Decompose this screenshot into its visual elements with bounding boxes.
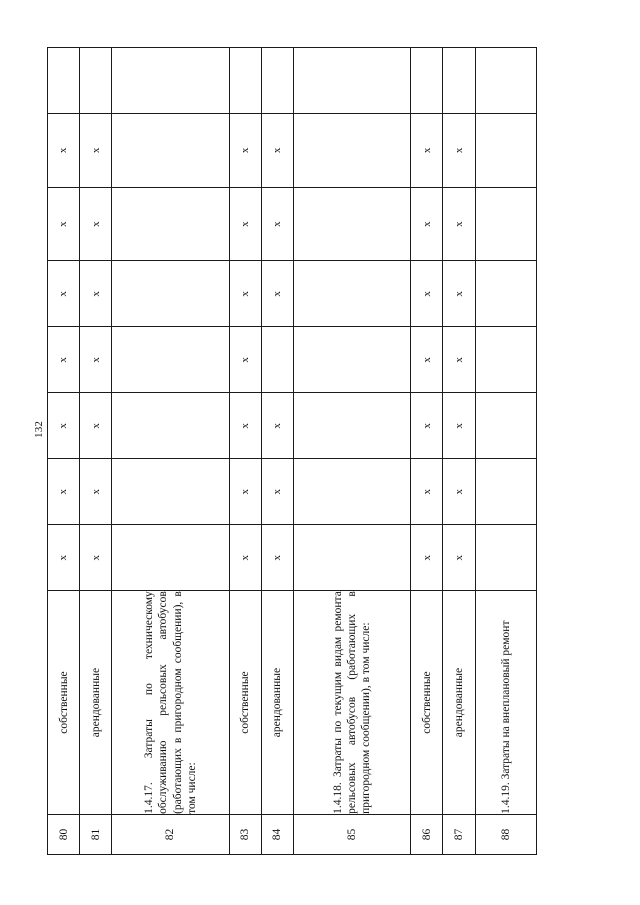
mark-glyph: х bbox=[271, 554, 284, 561]
cell-empty bbox=[48, 48, 80, 114]
mark-glyph: х bbox=[271, 221, 284, 227]
mark-glyph: х bbox=[452, 221, 465, 227]
mark-glyph: х bbox=[271, 489, 284, 495]
cell-mark bbox=[229, 261, 261, 327]
mark-glyph: х bbox=[452, 357, 465, 363]
mark-glyph: х bbox=[57, 147, 70, 154]
mark-glyph: х bbox=[239, 489, 252, 495]
cell-empty bbox=[294, 114, 411, 188]
cell-mark bbox=[80, 261, 112, 327]
cell-empty bbox=[112, 327, 229, 393]
row-description: 1.4.17. Затраты по техническому обслуживанию рельсовых автобусов (работающих в пригородном сообщении), в том числе: bbox=[112, 591, 229, 815]
mark-glyph: х bbox=[452, 423, 465, 429]
row-number: 84 bbox=[261, 814, 293, 854]
row-number: 80 bbox=[48, 814, 80, 854]
cell-mark bbox=[411, 525, 443, 591]
cell-mark bbox=[48, 393, 80, 459]
cell-mark bbox=[443, 327, 475, 393]
mark-glyph: х bbox=[452, 489, 465, 495]
mark-glyph: х bbox=[420, 147, 433, 154]
table-row bbox=[294, 48, 411, 855]
row-number: 85 bbox=[294, 814, 411, 854]
row-description: собственные bbox=[48, 591, 80, 815]
cell-mark bbox=[411, 187, 443, 261]
cell-empty bbox=[112, 48, 229, 114]
cell-mark bbox=[443, 187, 475, 261]
rotated-table-container bbox=[47, 47, 537, 855]
table-row bbox=[229, 48, 261, 855]
cell-mark bbox=[229, 393, 261, 459]
cell-empty bbox=[261, 48, 293, 114]
row-number: 82 bbox=[112, 814, 229, 854]
cell-empty bbox=[112, 114, 229, 188]
cell-mark bbox=[261, 114, 293, 188]
cell-empty bbox=[112, 261, 229, 327]
cell-mark bbox=[411, 459, 443, 525]
row-description: арендованные bbox=[80, 591, 112, 815]
cell-empty bbox=[475, 261, 536, 327]
cell-mark bbox=[229, 114, 261, 188]
cell-mark bbox=[411, 261, 443, 327]
row-description: арендованные bbox=[443, 591, 475, 815]
cell-mark bbox=[80, 525, 112, 591]
mark-glyph: х bbox=[57, 554, 70, 561]
mark-glyph: х bbox=[420, 357, 433, 363]
mark-glyph: х bbox=[271, 291, 284, 297]
cell-empty bbox=[475, 187, 536, 261]
cell-mark bbox=[261, 459, 293, 525]
mark-glyph: х bbox=[57, 221, 70, 227]
cost-items-table bbox=[47, 47, 537, 855]
cell-mark bbox=[48, 459, 80, 525]
cell-empty bbox=[294, 48, 411, 114]
cell-mark bbox=[261, 525, 293, 591]
cell-empty bbox=[475, 327, 536, 393]
mark-glyph: х bbox=[57, 423, 70, 429]
cell-mark bbox=[48, 187, 80, 261]
cell-mark bbox=[80, 187, 112, 261]
mark-glyph: х bbox=[271, 423, 284, 429]
row-description: собственные bbox=[229, 591, 261, 815]
table-row bbox=[80, 48, 112, 855]
table-row bbox=[112, 48, 229, 855]
cell-mark bbox=[443, 459, 475, 525]
mark-glyph: х bbox=[57, 291, 70, 297]
cell-empty bbox=[294, 459, 411, 525]
cell-empty bbox=[112, 525, 229, 591]
row-number: 86 bbox=[411, 814, 443, 854]
cell-mark bbox=[80, 327, 112, 393]
cell-empty bbox=[294, 327, 411, 393]
table-row bbox=[261, 48, 293, 855]
table-row bbox=[443, 48, 475, 855]
mark-glyph: х bbox=[420, 489, 433, 495]
cell-empty bbox=[411, 48, 443, 114]
cell-empty bbox=[475, 48, 536, 114]
mark-glyph: х bbox=[89, 489, 102, 495]
table-row bbox=[475, 48, 536, 855]
cell-mark bbox=[443, 393, 475, 459]
cell-empty bbox=[294, 525, 411, 591]
mark-glyph: х bbox=[89, 291, 102, 297]
cell-mark bbox=[443, 525, 475, 591]
cell-mark bbox=[261, 187, 293, 261]
mark-glyph: х bbox=[420, 221, 433, 227]
cell-mark bbox=[48, 525, 80, 591]
cell-empty bbox=[261, 327, 293, 393]
row-description: собственные bbox=[411, 591, 443, 815]
cell-mark bbox=[261, 393, 293, 459]
cell-empty bbox=[80, 48, 112, 114]
cell-mark bbox=[411, 393, 443, 459]
cell-empty bbox=[294, 187, 411, 261]
cell-mark bbox=[80, 393, 112, 459]
mark-glyph: х bbox=[452, 291, 465, 297]
mark-glyph: х bbox=[89, 357, 102, 363]
mark-glyph: х bbox=[89, 423, 102, 429]
cell-empty bbox=[475, 459, 536, 525]
cell-empty bbox=[112, 187, 229, 261]
mark-glyph: х bbox=[239, 357, 252, 363]
page-number: 132 bbox=[33, 420, 45, 438]
cell-mark bbox=[80, 114, 112, 188]
mark-glyph: х bbox=[57, 489, 70, 495]
mark-glyph: х bbox=[239, 147, 252, 154]
row-description: 1.4.18. Затраты по текущим видам ремонта рельсовых автобусов (работающих в пригородном сообщении), в том числе: bbox=[294, 591, 411, 815]
cell-empty bbox=[112, 393, 229, 459]
mark-glyph: х bbox=[239, 221, 252, 227]
table-body bbox=[48, 48, 537, 855]
row-number: 87 bbox=[443, 814, 475, 854]
row-description: 1.4.19. Затраты на внеплановый ремонт bbox=[475, 591, 536, 815]
mark-glyph: х bbox=[452, 554, 465, 561]
row-description: арендованные bbox=[261, 591, 293, 815]
cell-mark bbox=[48, 114, 80, 188]
mark-glyph: х bbox=[452, 147, 465, 154]
cell-mark bbox=[443, 114, 475, 188]
mark-glyph: х bbox=[89, 221, 102, 227]
mark-glyph: х bbox=[271, 147, 284, 154]
cell-empty bbox=[294, 261, 411, 327]
mark-glyph: х bbox=[89, 554, 102, 561]
cell-empty bbox=[229, 48, 261, 114]
cell-mark bbox=[411, 327, 443, 393]
cell-empty bbox=[294, 393, 411, 459]
row-number: 83 bbox=[229, 814, 261, 854]
cell-empty bbox=[475, 393, 536, 459]
mark-glyph: х bbox=[420, 423, 433, 429]
mark-glyph: х bbox=[57, 357, 70, 363]
cell-mark bbox=[48, 261, 80, 327]
cell-mark bbox=[443, 261, 475, 327]
cell-mark bbox=[229, 327, 261, 393]
mark-glyph: х bbox=[420, 291, 433, 297]
mark-glyph: х bbox=[89, 147, 102, 154]
cell-mark bbox=[229, 187, 261, 261]
row-number: 88 bbox=[475, 814, 536, 854]
table-row bbox=[48, 48, 80, 855]
mark-glyph: х bbox=[420, 554, 433, 561]
cell-empty bbox=[112, 459, 229, 525]
cell-empty bbox=[475, 525, 536, 591]
cell-mark bbox=[411, 114, 443, 188]
row-number: 81 bbox=[80, 814, 112, 854]
cell-mark bbox=[80, 459, 112, 525]
cell-empty bbox=[443, 48, 475, 114]
cell-mark bbox=[229, 459, 261, 525]
table-row bbox=[411, 48, 443, 855]
cell-empty bbox=[475, 114, 536, 188]
mark-glyph: х bbox=[239, 423, 252, 429]
cell-mark bbox=[229, 525, 261, 591]
cell-mark bbox=[261, 261, 293, 327]
cell-mark bbox=[48, 327, 80, 393]
mark-glyph: х bbox=[239, 291, 252, 297]
mark-glyph: х bbox=[239, 554, 252, 561]
